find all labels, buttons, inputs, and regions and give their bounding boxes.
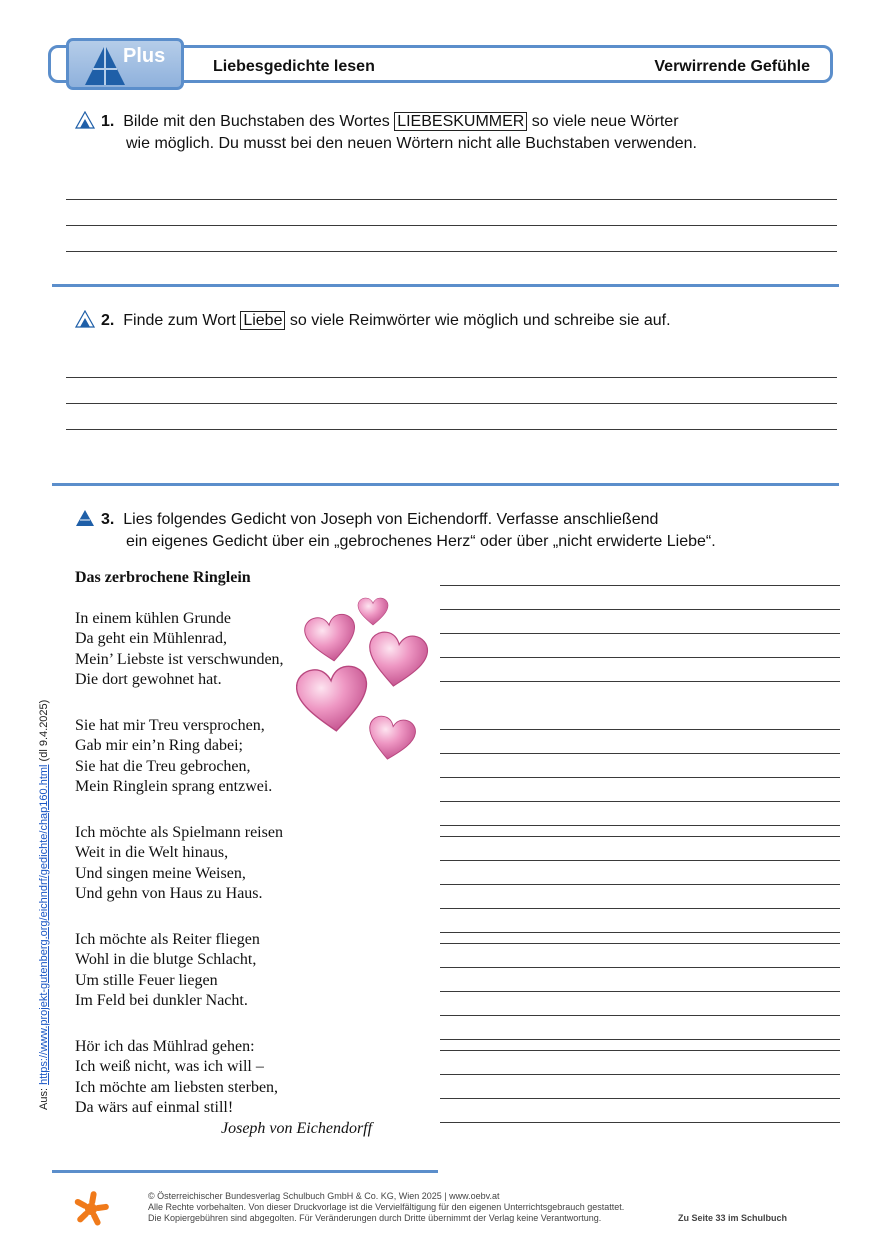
heart-icon	[358, 598, 388, 625]
heart-icon	[365, 714, 417, 763]
answer-line[interactable]	[66, 251, 837, 252]
poem-line: In einem kühlen Grunde	[75, 609, 231, 627]
task-2	[75, 310, 95, 333]
poem-stanza	[75, 1037, 415, 1119]
poem-line: Gab mir ein’n Ring dabei;	[75, 737, 243, 754]
task-1-text: 1. Bilde mit den Buchstaben des Wortes LIEBESKUMMER so viele neue Wörter wie möglich. Du musst bei den neuen Wörtern nicht alle Buchstaben verwenden.	[101, 113, 697, 152]
poem-line: Mein Ringlein sprang entzwei.	[75, 778, 273, 795]
poem-line: Im Feld bei dunkler Nacht.	[75, 992, 248, 1009]
triangle-logo-icon	[83, 43, 127, 87]
answer-line[interactable]	[440, 1039, 840, 1040]
answer-line[interactable]	[440, 1074, 840, 1075]
boxed-word: LIEBESKUMMER	[394, 112, 527, 131]
source-link[interactable]: https://www.projekt-gutenberg.org/eichndrf/gedichte/chap160.html	[38, 764, 50, 1085]
answer-line[interactable]	[440, 860, 840, 861]
poem-title: Das zerbrochene Ringlein	[75, 569, 251, 586]
answer-line[interactable]	[440, 825, 840, 826]
answer-line[interactable]	[440, 932, 840, 933]
level-triangle-icon	[75, 509, 95, 527]
answer-line[interactable]	[440, 753, 840, 754]
answer-line[interactable]	[440, 836, 840, 837]
poem-line: Hör ich das Mühlrad gehen:	[75, 1037, 255, 1055]
answer-line[interactable]	[440, 991, 840, 992]
section-divider	[52, 483, 839, 486]
poem-line: Und singen meine Weisen,	[75, 864, 246, 882]
poem-line: Ich möchte als Spielmann reisen	[75, 823, 283, 841]
hearts-illustration	[296, 594, 436, 769]
page-title: Liebesgedichte lesen	[213, 58, 375, 75]
answer-line[interactable]	[440, 1122, 840, 1123]
footer-copyright: © Österreichischer Bundesverlag Schulbuch GmbH & Co. KG, Wien 2025 | www.oebv.at Alle Rechte vorbehalten. Von dieser Druckvorlage ist die Vervielfältigung für den eigenen Unterrichtsgebrauch gestattet. Die Kopiergebühren sind abgegolten. Für Veränderungen durch Dritte übernimmt der Verlag keine Verantwortung.	[148, 1191, 625, 1223]
poem-line: Ich möchte am liebsten sterben,	[75, 1078, 279, 1096]
poem-line: Ich weiß nicht, was ich will –	[75, 1058, 264, 1075]
task-1	[75, 111, 95, 134]
logo-text: Plus	[123, 45, 166, 67]
poem-line: Sie hat die Treu gebrochen,	[75, 757, 251, 775]
poem-line: Ich möchte als Reiter fliegen	[75, 930, 260, 948]
task-3-number: 3.	[101, 511, 115, 528]
answer-line[interactable]	[66, 377, 837, 378]
answer-line[interactable]	[440, 657, 840, 658]
task-2-text: 2. Finde zum Wort Liebe so viele Reimwörter wie möglich und schreibe sie auf.	[101, 312, 671, 329]
answer-line[interactable]	[66, 429, 837, 430]
poem-line: Da wärs auf einmal still!	[75, 1099, 234, 1116]
poem-line: Die dort gewohnet hat.	[75, 671, 222, 688]
heart-icon	[303, 613, 359, 665]
poem-stanza	[75, 823, 415, 905]
heart-icon	[296, 665, 371, 735]
plus-logo	[66, 38, 184, 90]
footer-divider	[52, 1170, 438, 1173]
answer-line[interactable]	[440, 1050, 840, 1051]
task-3	[75, 509, 95, 532]
publisher-logo-icon	[72, 1190, 110, 1228]
level-triangle-icon	[75, 111, 95, 129]
answer-line[interactable]	[440, 633, 840, 634]
poem-line: Da geht ein Mühlenrad,	[75, 630, 227, 647]
answer-line[interactable]	[66, 225, 837, 226]
task-2-number: 2.	[101, 312, 115, 329]
answer-line[interactable]	[440, 777, 840, 778]
poem-stanza	[75, 930, 415, 1012]
task-3-text: 3. Lies folgendes Gedicht von Joseph von Eichendorff. Verfasse anschließend ein eigenes Gedicht über ein „gebrochenes Herz“ oder über „nicht erwiderte Liebe“.	[101, 511, 716, 550]
answer-line[interactable]	[440, 1015, 840, 1016]
level-triangle-icon	[75, 310, 95, 328]
answer-line[interactable]	[440, 681, 840, 682]
page-topic: Verwirrende Gefühle	[654, 58, 810, 75]
answer-line[interactable]	[440, 1098, 840, 1099]
poem-line: Wohl in die blutge Schlacht,	[75, 951, 257, 968]
answer-line[interactable]	[440, 585, 840, 586]
task-1-number: 1.	[101, 113, 115, 130]
heart-icon	[365, 630, 430, 690]
page-reference: Zu Seite 33 im Schulbuch	[678, 1213, 788, 1223]
poem-line: Um stille Feuer liegen	[75, 971, 218, 989]
source-note: Aus: https://www.projekt-gutenberg.org/eichndrf/gedichte/chap160.html (dl 9.4.2025)	[38, 699, 50, 1110]
answer-line[interactable]	[440, 908, 840, 909]
poem-author: Joseph von Eichendorff	[221, 1119, 373, 1137]
poem-line: Mein’ Liebste ist verschwunden,	[75, 650, 284, 668]
answer-line[interactable]	[440, 943, 840, 944]
answer-line[interactable]	[66, 199, 837, 200]
answer-line[interactable]	[440, 884, 840, 885]
poem-line: Und gehn von Haus zu Haus.	[75, 885, 263, 902]
boxed-word: Liebe	[240, 311, 285, 330]
answer-line[interactable]	[440, 801, 840, 802]
poem-line: Sie hat mir Treu versprochen,	[75, 716, 265, 734]
answer-line[interactable]	[440, 967, 840, 968]
answer-line[interactable]	[440, 729, 840, 730]
answer-line[interactable]	[66, 403, 837, 404]
section-divider	[52, 284, 839, 287]
answer-line[interactable]	[440, 609, 840, 610]
poem-line: Weit in die Welt hinaus,	[75, 844, 229, 861]
